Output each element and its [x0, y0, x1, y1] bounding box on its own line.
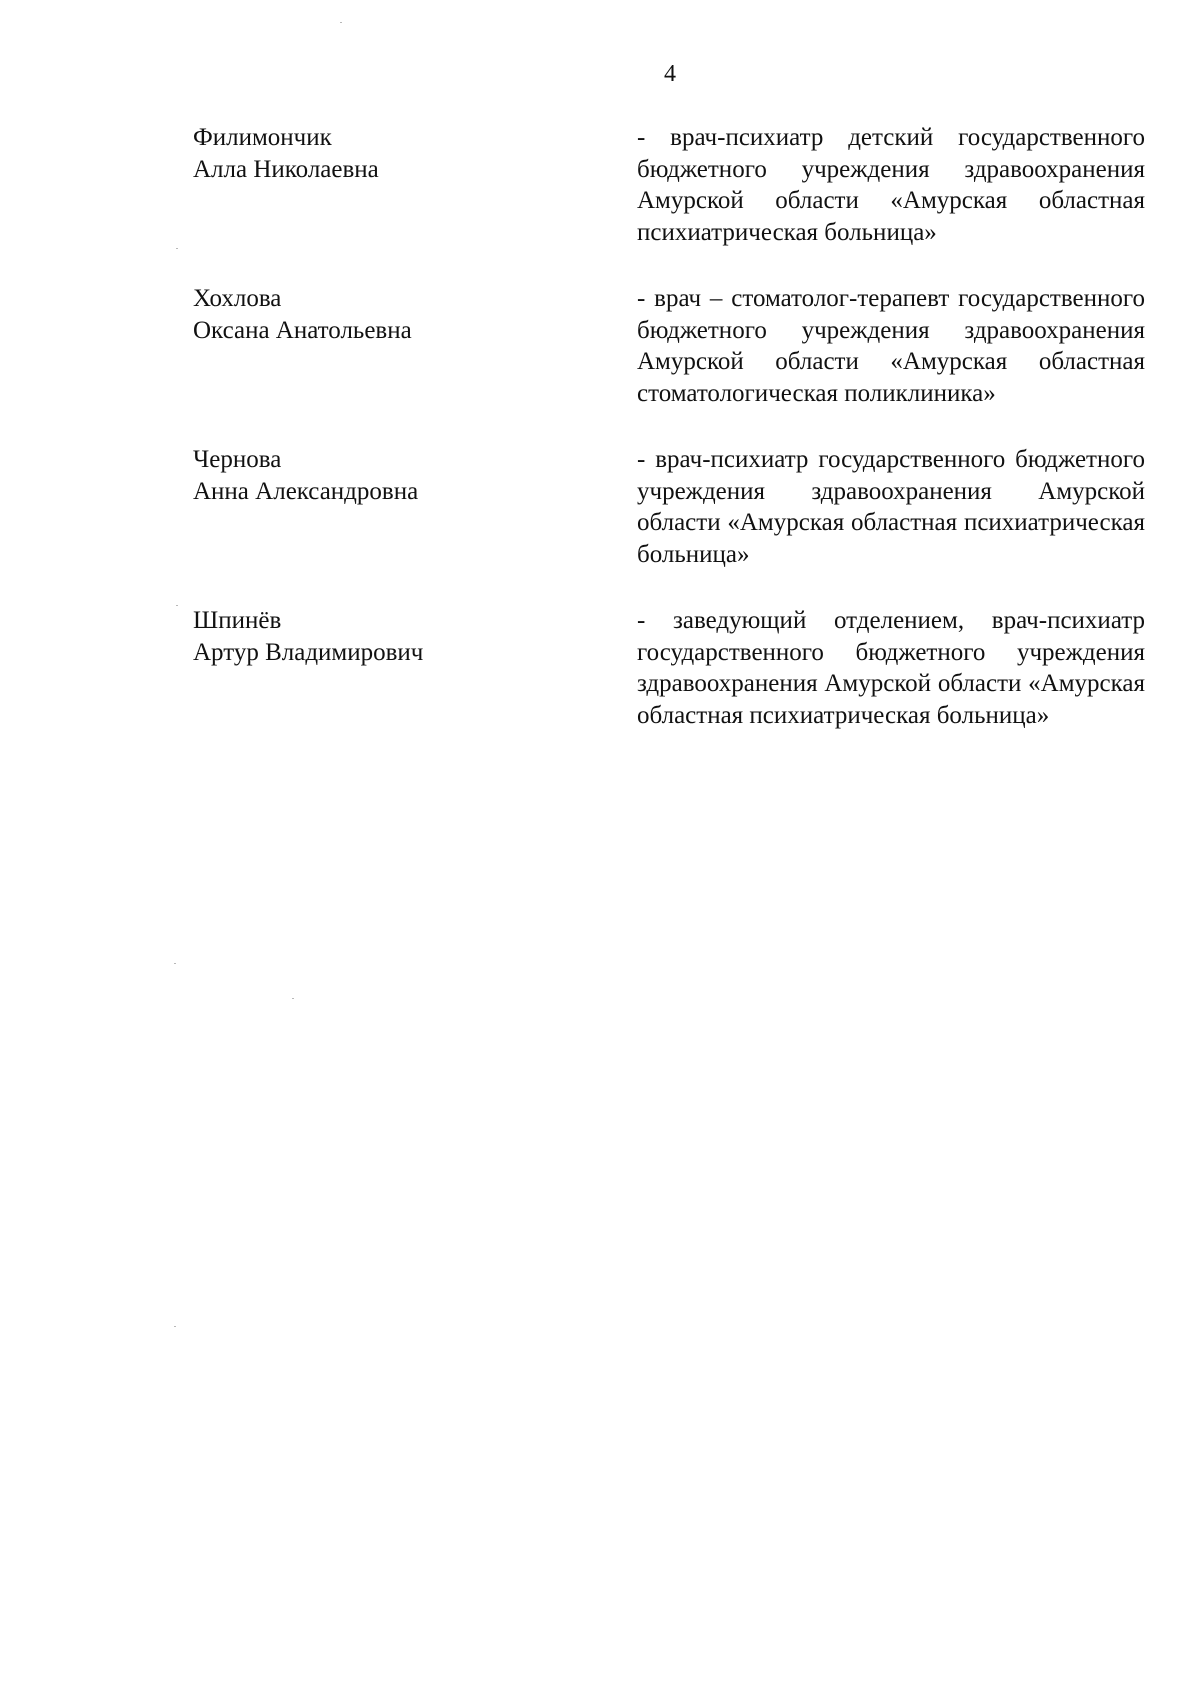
- list-item: [0, 444, 1200, 570]
- page-number: 4: [664, 61, 676, 87]
- scan-speck: [340, 22, 342, 23]
- scan-speck: [176, 605, 178, 606]
- surname: Шпинёв: [193, 607, 282, 634]
- person-name: [193, 122, 613, 248]
- scan-speck: [174, 963, 176, 964]
- list-item: [0, 605, 1200, 731]
- surname: Чернова: [193, 446, 282, 473]
- surname: Хохлова: [193, 285, 282, 312]
- person-name: [193, 605, 613, 731]
- person-name: [193, 444, 613, 570]
- given-names: Алла Николаевна: [193, 155, 379, 183]
- position-description: - врач-психиатр государственного бюджетного учреждения здравоохранения Амурской области «Амурская областная психиатрическая больница»: [637, 446, 1145, 568]
- position-description: - заведующий отделением, врач-психиатр государственного бюджетного учреждения здравоохранения Амурской области «Амурская областная психиатрическая больница»: [637, 607, 1145, 729]
- given-names: Анна Александровна: [193, 477, 419, 505]
- scan-speck: [292, 998, 294, 999]
- given-names: Оксана Анатольевна: [193, 316, 412, 344]
- position-description: - врач – стоматолог-терапевт государственного бюджетного учреждения здравоохранения Амурской области «Амурская областная стоматологическая поликлиника»: [637, 285, 1145, 407]
- person-name: [193, 283, 613, 409]
- list-item: [0, 283, 1200, 409]
- scan-speck: [174, 1326, 176, 1327]
- scan-speck: [176, 248, 178, 249]
- list-item: [0, 122, 1200, 248]
- member-list: [0, 122, 1200, 766]
- position-description: - врач-психиатр детский государственного бюджетного учреждения здравоохранения Амурской области «Амурская областная психиатрическая больница»: [637, 124, 1145, 246]
- given-names: Артур Владимирович: [193, 638, 424, 666]
- surname: Филимончик: [193, 124, 332, 151]
